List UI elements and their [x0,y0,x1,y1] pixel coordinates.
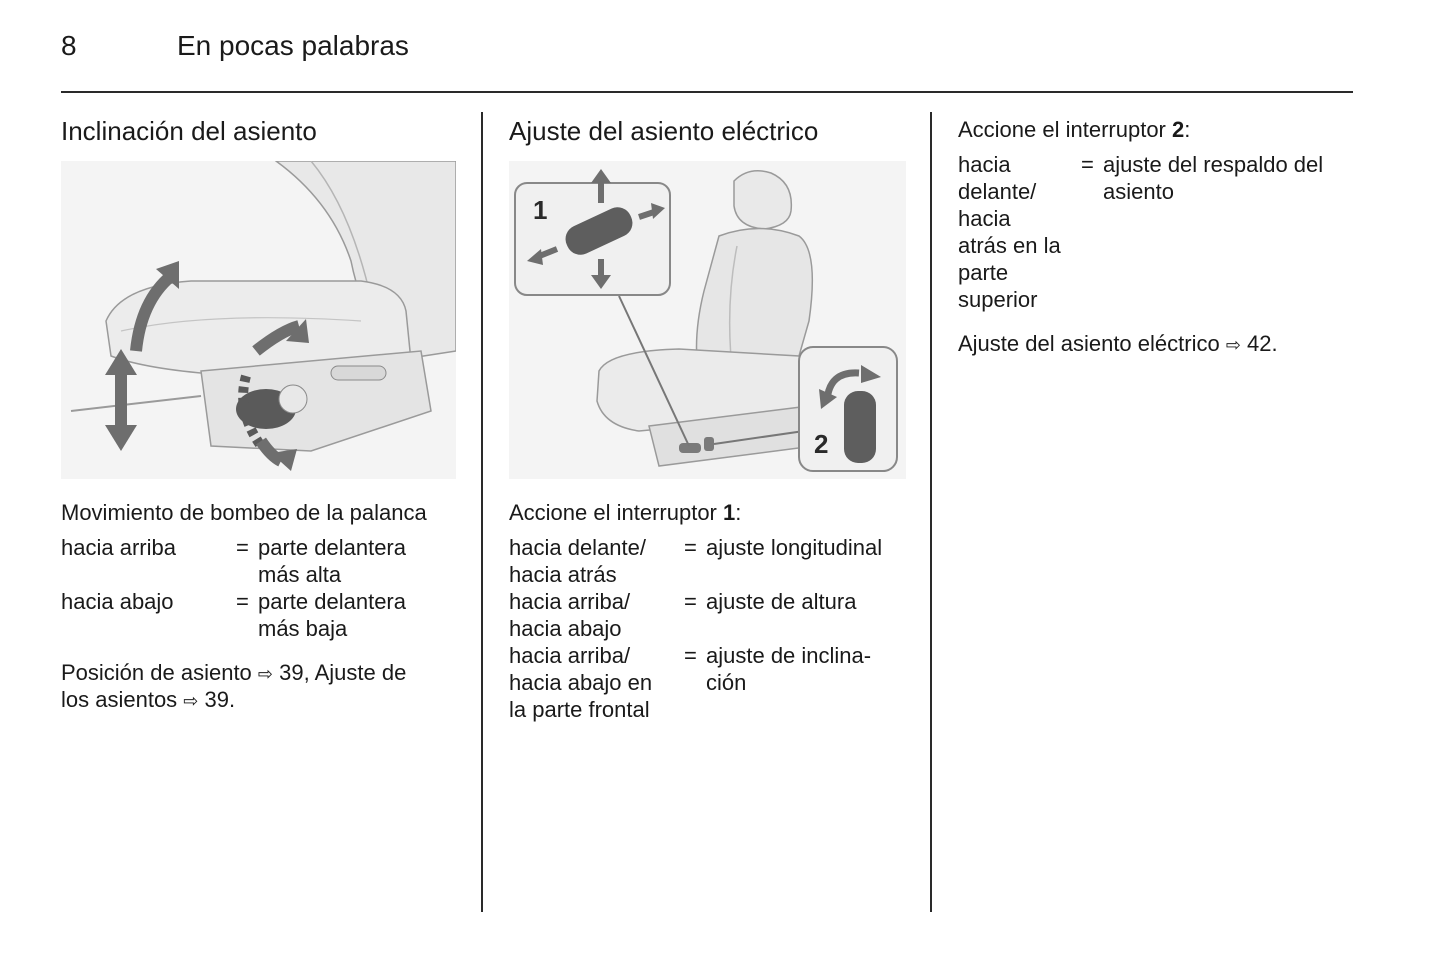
definition-value: ajuste de inclina- [706,643,872,668]
definition-term: superior [958,287,1038,312]
definition-term: hacia arriba/ [509,643,631,668]
definition-term: hacia arriba/ [509,589,631,614]
switch-number: 2 [1172,117,1185,142]
definition-value: ción [706,670,747,695]
definition-term: hacia atrás [509,562,617,587]
cross-reference-text: Posición de asiento [61,660,258,685]
callout-label: 2 [814,429,829,459]
seat-tilt-illustration [61,161,456,479]
definition-value: ajuste del respaldo del [1103,152,1324,177]
column-divider [481,112,483,912]
page-ref-arrow-icon: ⇨ [183,691,199,712]
definition-term: hacia abajo [509,616,622,641]
page-ref-arrow-icon: ⇨ [1225,335,1241,356]
intro-text: Accione el interruptor [509,500,723,525]
cross-reference [61,659,406,688]
definition-term: parte [958,260,1009,285]
definition-value: ajuste de altura [706,589,857,614]
definition-equals: = [684,535,697,560]
seat-tilt-intro: Movimiento de bombeo de la palanca [61,500,427,525]
definition-equals: = [684,643,697,668]
switch-2-intro [958,116,1190,143]
intro-colon: : [1184,117,1191,142]
intro-colon: : [735,500,742,525]
page-ref-arrow-icon: ⇨ [257,664,273,685]
definition-term: hacia arriba [61,535,176,560]
callout-label: 1 [533,195,548,225]
cross-reference [61,686,235,715]
cross-reference-text: 42. [1240,331,1278,356]
definition-term: hacia delante/ [509,535,646,560]
definition-value: más alta [258,562,342,587]
cross-reference-text: los asientos [61,687,184,712]
definition-value: asiento [1103,179,1174,204]
definition-term: delante/ [958,179,1037,204]
electric-seat-illustration [509,161,906,479]
definition-value: más baja [258,616,348,641]
page-title: En pocas palabras [177,30,409,61]
definition-value: parte delantera [258,535,406,560]
definition-equals: = [1081,152,1094,177]
definition-value: ajuste longitudinal [706,535,883,560]
header-rule [61,91,1353,93]
cross-reference-text: 39. [198,687,236,712]
page-number: 8 [61,30,77,61]
definition-term: hacia [958,206,1011,231]
definition-term: hacia [958,152,1011,177]
definition-term: la parte frontal [509,697,650,722]
cross-reference-text: Ajuste del asiento eléctrico [958,331,1226,356]
definition-equals: = [684,589,697,614]
switch-1-intro [509,499,741,526]
cross-reference-text: 39, Ajuste de [273,660,407,685]
cross-reference [958,330,1278,359]
section-heading-electric-seat: Ajuste del asiento eléctrico [509,116,819,146]
definition-term: hacia abajo [61,589,174,614]
definition-term: hacia abajo en [509,670,653,695]
intro-text: Accione el interruptor [958,117,1172,142]
switch-number: 1 [723,500,736,525]
column-divider [930,112,932,912]
section-heading-seat-tilt: Inclinación del asiento [61,116,317,146]
definition-equals: = [236,589,249,614]
definition-equals: = [236,535,249,560]
definition-term: atrás en la [958,233,1061,258]
definition-value: parte delantera [258,589,406,614]
